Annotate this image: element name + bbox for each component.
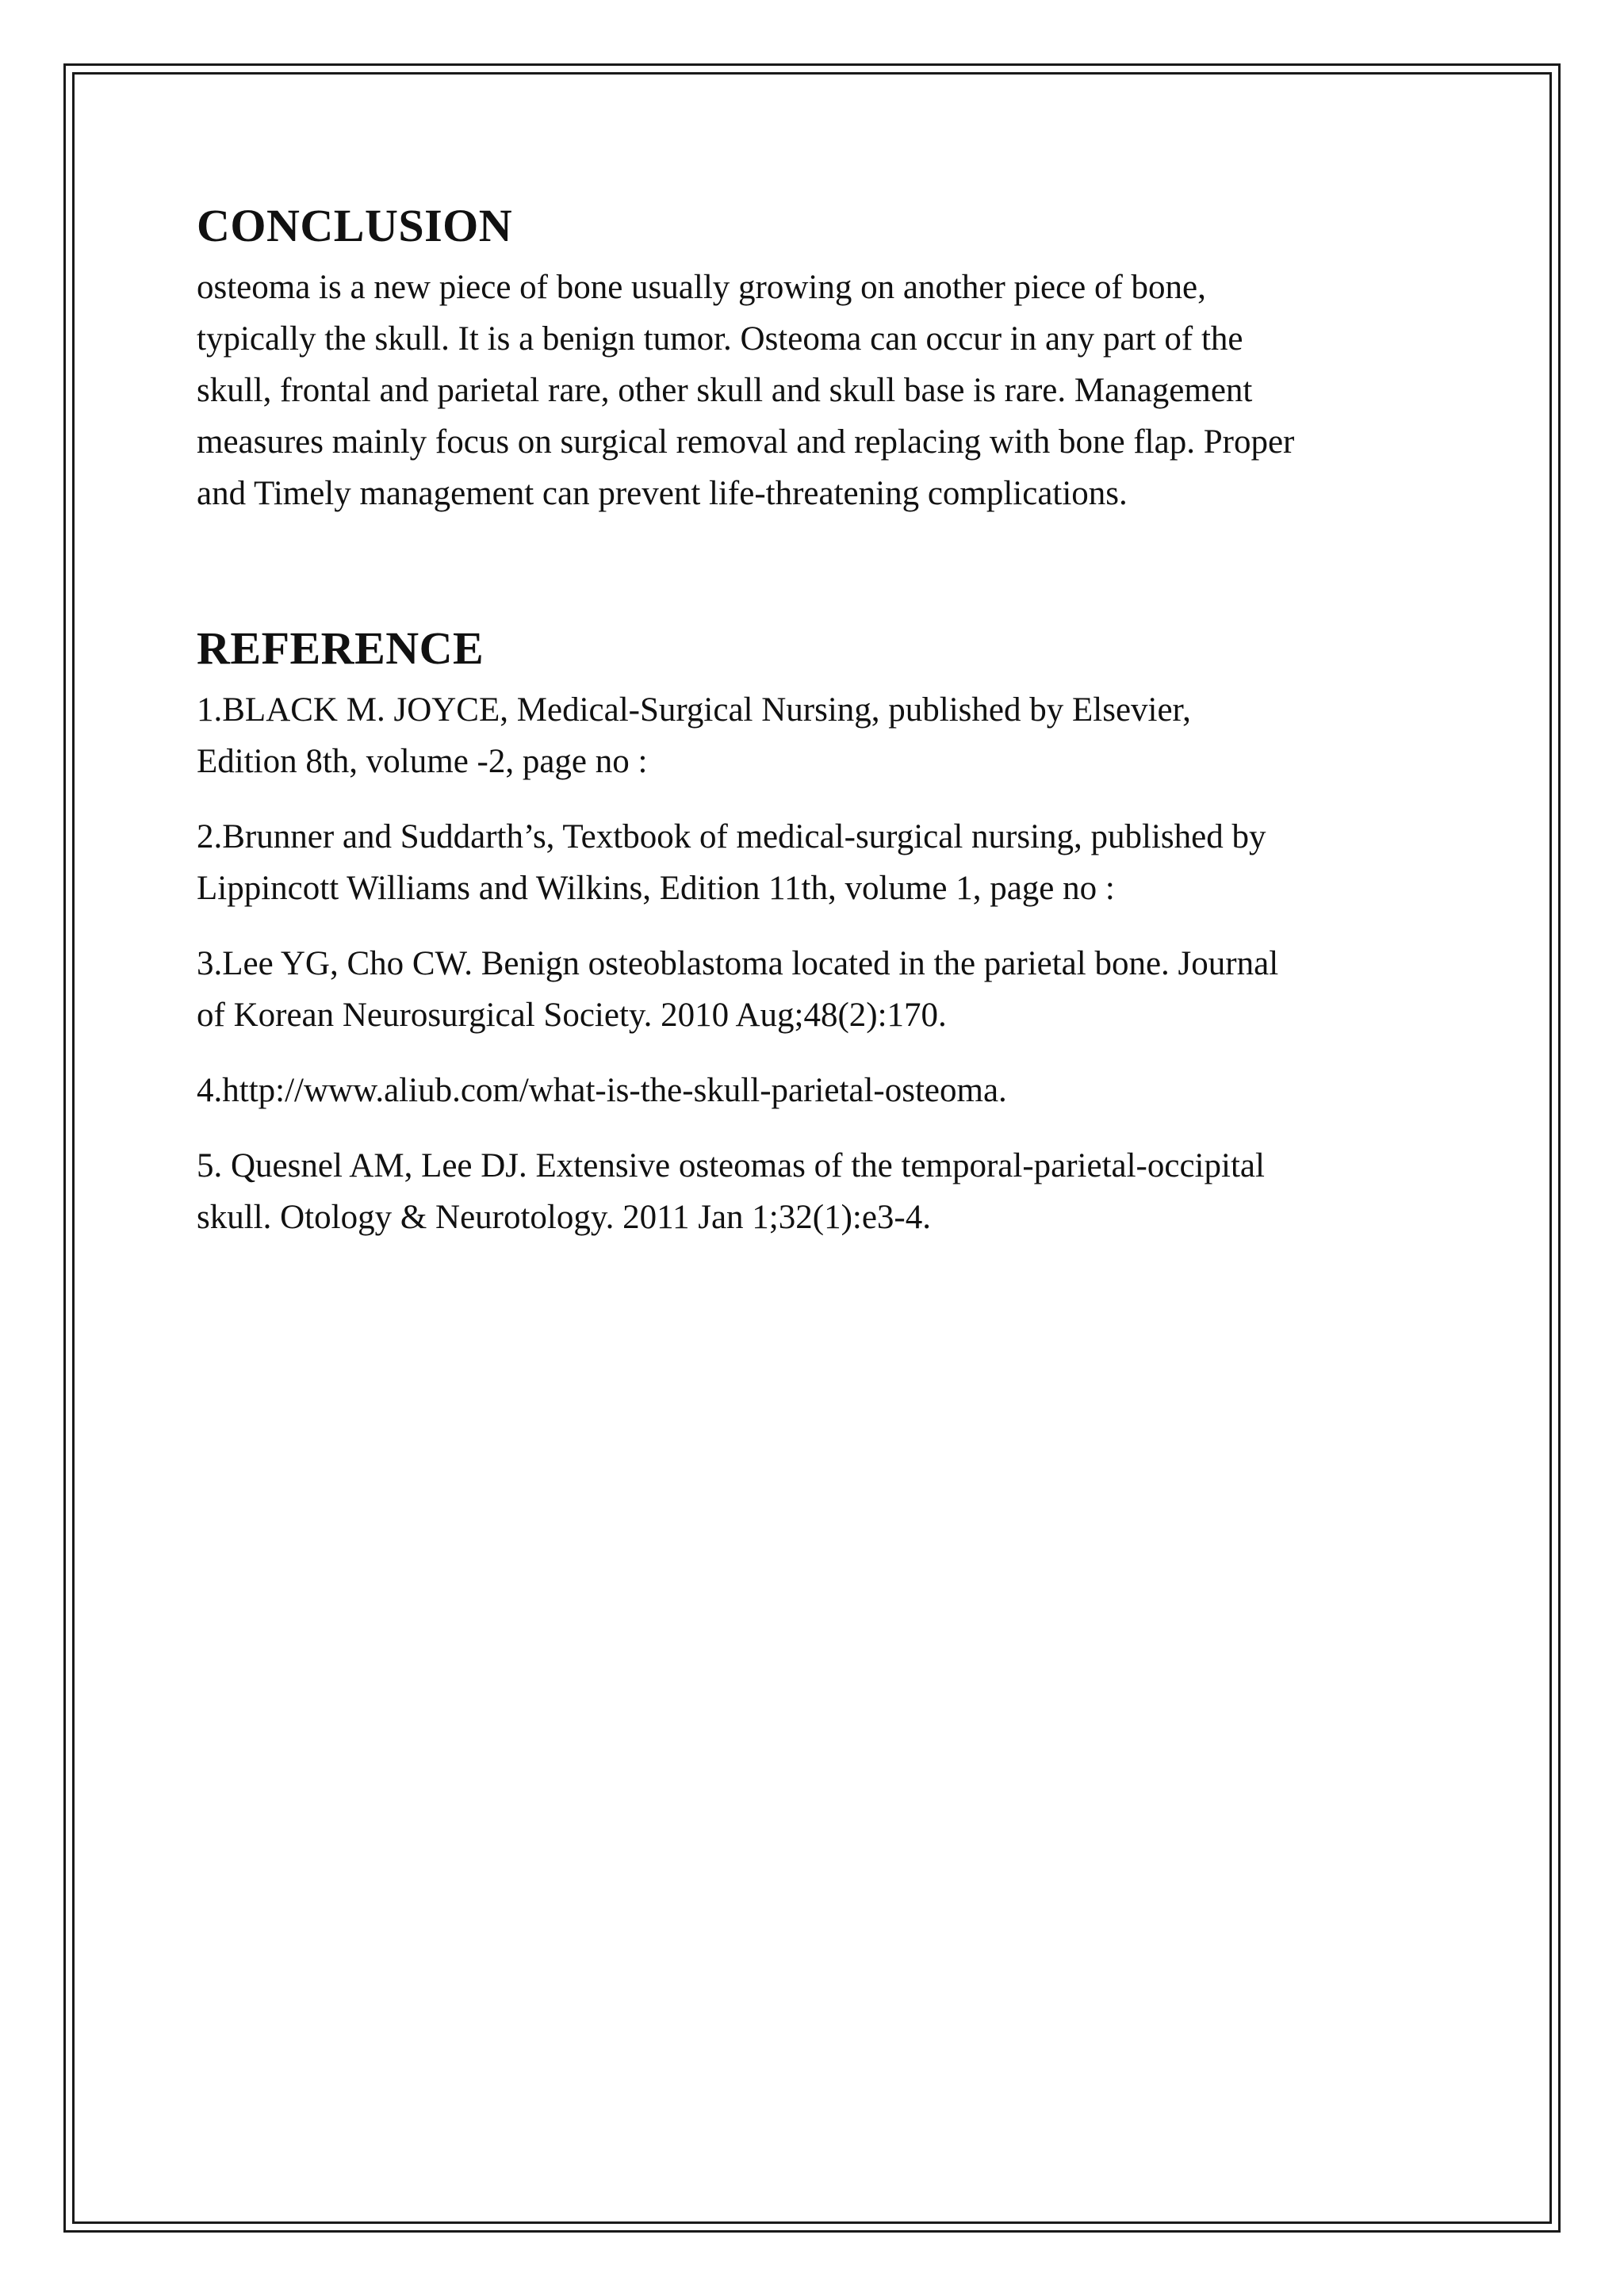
conclusion-line: and Timely management can prevent life-threatening complications. [197, 475, 1128, 512]
reference-line: 1.BLACK M. JOYCE, Medical-Surgical Nursing, published by Elsevier, [197, 691, 1191, 729]
reference-line: Edition 8th, volume -2, page no : [197, 743, 648, 780]
reference-item-3 [197, 938, 1450, 1041]
conclusion-heading: CONCLUSION [197, 200, 513, 251]
conclusion-line: measures mainly focus on surgical removal and replacing with bone flap. Proper [197, 423, 1295, 461]
reference-item-2 [197, 811, 1450, 914]
reference-item-1 [197, 684, 1450, 787]
conclusion-line: osteoma is a new piece of bone usually growing on another piece of bone, [197, 269, 1206, 306]
reference-line: of Korean Neurosurgical Society. 2010 Aug;48(2):170. [197, 997, 947, 1034]
reference-item-5 [197, 1140, 1450, 1243]
reference-line: 3.Lee YG, Cho CW. Benign osteoblastoma located in the parietal bone. Journal [197, 945, 1279, 982]
reference-line: 2.Brunner and Suddarth’s, Textbook of medical-surgical nursing, published by [197, 818, 1266, 855]
conclusion-line: skull, frontal and parietal rare, other skull and skull base is rare. Management [197, 372, 1253, 409]
conclusion-line: typically the skull. It is a benign tumor. Osteoma can occur in any part of the [197, 320, 1243, 358]
reference-line: 4.http://www.aliub.com/what-is-the-skull-parietal-osteoma. [197, 1072, 1007, 1109]
conclusion-paragraph [197, 262, 1450, 519]
reference-line: 5. Quesnel AM, Lee DJ. Extensive osteomas of the temporal-parietal-occipital [197, 1147, 1265, 1184]
reference-item-4 [197, 1065, 1450, 1116]
reference-heading: REFERENCE [197, 622, 485, 674]
section-spacer [197, 519, 1450, 621]
page-content [197, 198, 1450, 1267]
reference-line: skull. Otology & Neurotology. 2011 Jan 1;32(1):e3-4. [197, 1199, 931, 1236]
reference-line: Lippincott Williams and Wilkins, Edition 11th, volume 1, page no : [197, 870, 1115, 907]
